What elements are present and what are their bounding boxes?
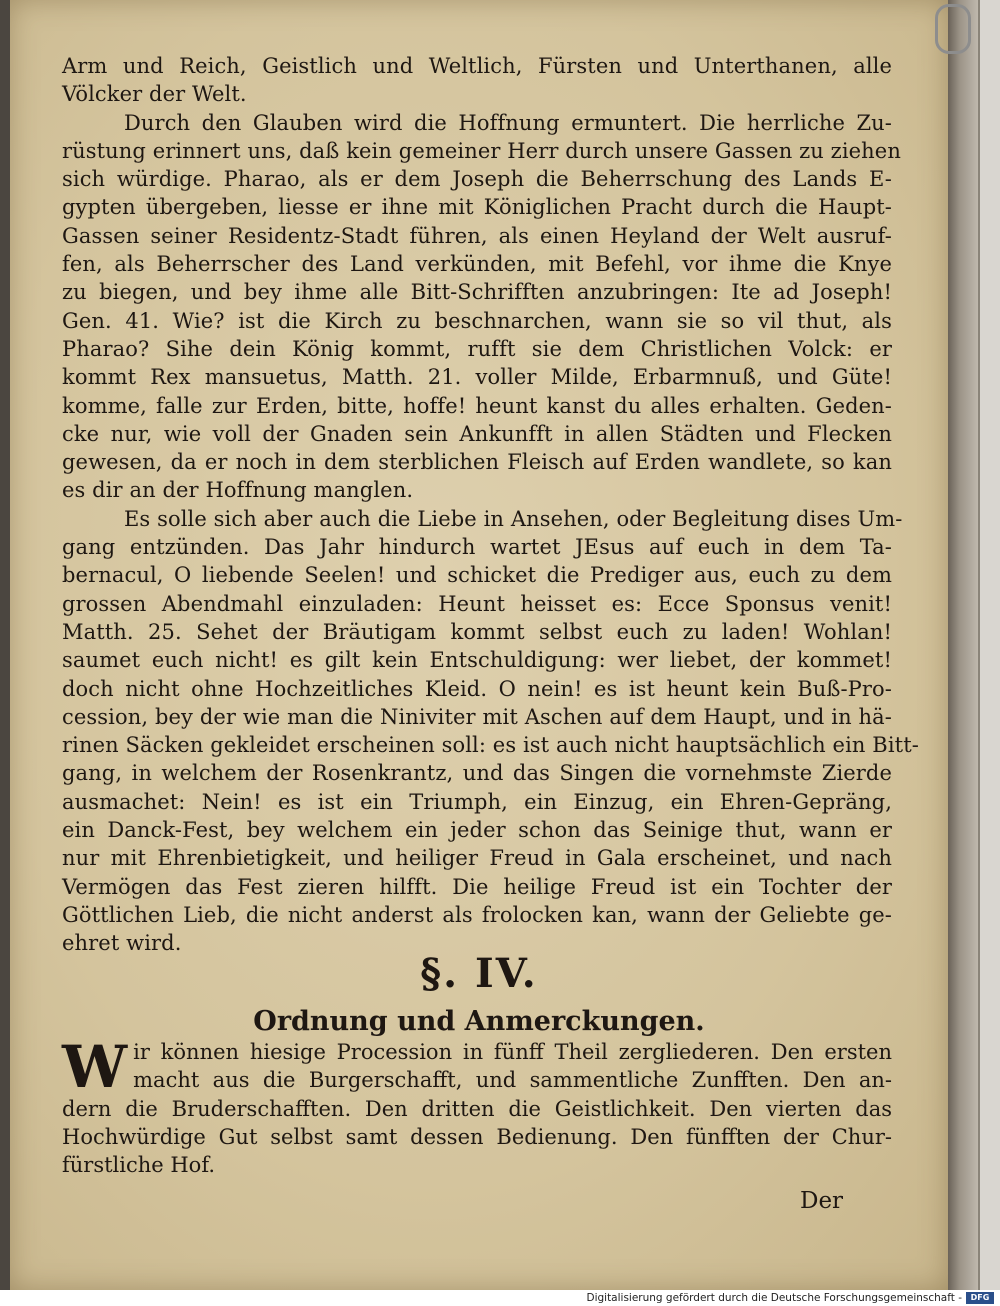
- text-line: Göttlichen Lieb, die nicht anderst als frolocken kan, wann der Geliebte ge-: [62, 902, 892, 927]
- text-line: gewesen, da er noch in dem sterblichen Fleisch auf Erden wandlete, so kan: [62, 450, 892, 475]
- text-line: ehret wird.: [62, 931, 182, 956]
- text-line: gang, in welchem der Rosenkrantz, und das Singen die vornehmste Zierde: [62, 761, 892, 786]
- scanner-border: [978, 0, 1000, 1290]
- text-line: komme, falle zur Erden, bitte, hoffe! heunt kanst du alles erhalten. Geden-: [62, 393, 892, 418]
- text-line: es dir an der Hoffnung manglen.: [62, 478, 414, 503]
- text-line: zu biegen, und bey ihme alle Bitt-Schrifften anzubringen: Ite ad Joseph!: [62, 280, 892, 305]
- text-line: Hochwürdige Gut selbst samt dessen Bedienung. Den fünfften der Chur-: [62, 1124, 892, 1149]
- text-line: gang entzünden. Das Jahr hindurch wartet JEsus auf euch in dem Ta-: [62, 535, 892, 560]
- text-line: Pharao? Sihe dein König kommt, rufft sie dem Christlichen Volck: er: [62, 336, 892, 361]
- text-line: ein Danck-Fest, bey welchem ein jeder schon das Seinige thut, wann er: [62, 818, 892, 843]
- text-line: ausmachet: Nein! es ist ein Triumph, ein Einzug, ein Ehren-Gepräng,: [62, 789, 892, 814]
- book-page: [10, 0, 948, 1290]
- page-edge-shadow: [948, 0, 978, 1290]
- dfg-logo: DFG: [966, 1292, 994, 1304]
- text-line: Völcker der Welt.: [62, 82, 247, 107]
- section-number: §. IV.: [420, 950, 538, 997]
- text-line: sich würdige. Pharao, als er dem Joseph die Beherrschung des Lands E-: [62, 167, 892, 192]
- text-line: rüstung erinnert uns, daß kein gemeiner Herr durch unsere Gassen zu ziehen: [62, 138, 901, 163]
- text-line: kommt Rex mansuetus, Matth. 21. voller Milde, Erbarmnuß, und Güte!: [62, 365, 892, 390]
- text-line: nur mit Ehrenbietigkeit, und heiliger Freud in Gala erscheinet, und nach: [62, 846, 892, 871]
- text-line: saumet euch nicht! es gilt kein Entschuldigung: wer liebet, der kommet!: [62, 648, 892, 673]
- text-line: Gassen seiner Residentz-Stadt führen, als einen Heyland der Welt ausruf-: [62, 223, 892, 248]
- section-text: [62, 1033, 892, 1179]
- text-line: ir können hiesige Procession in fünff Theil zergliederen. Den ersten: [133, 1040, 892, 1064]
- body-text: [62, 52, 919, 958]
- text-line: Durch den Glauben wird die Hoffnung ermuntert. Die herrliche Zu-: [124, 110, 892, 135]
- drop-initial: W: [62, 1033, 128, 1101]
- text-line: rinen Säcken gekleidet erscheinen soll: es ist auch nicht hauptsächlich ein Bitt-: [62, 733, 919, 758]
- text-line: dern die Bruderschafften. Den dritten die Geistlichkeit. Den vierten das: [62, 1096, 892, 1121]
- text-line: gypten übergeben, liesse er ihne mit Königlichen Pracht durch die Haupt-: [62, 195, 892, 220]
- text-line: Gen. 41. Wie? ist die Kirch zu beschnarchen, wann sie so vil thut, als: [62, 308, 892, 333]
- text-line: macht aus die Burgerschafft, und sammentliche Zunfften. Den an-: [133, 1068, 892, 1093]
- catchword: Der: [800, 1188, 844, 1214]
- text-line: doch nicht ohne Hochzeitliches Kleid. O nein! es ist heunt kein Buß-Pro-: [62, 676, 892, 701]
- text-line: Vermögen das Fest zieren hilfft. Die heilige Freud ist ein Tochter der: [62, 874, 892, 899]
- text-line: fürstliche Hof.: [62, 1153, 216, 1178]
- funding-credit: Digitalisierung gefördert durch die Deutsche Forschungsgemeinschaft -: [586, 1292, 962, 1304]
- text-line: cke nur, wie voll der Gnaden sein Ankunfft in allen Städten und Flecken: [62, 421, 892, 446]
- text-line: grossen Abendmahl einzuladen: Heunt heisset es: Ecce Sponsus venit!: [62, 591, 892, 616]
- section-title: Ordnung und Anmerckungen.: [253, 1006, 705, 1037]
- footer-bar: [0, 1290, 1000, 1306]
- clip-icon: [935, 4, 971, 54]
- text-line: Es solle sich aber auch die Liebe in Ansehen, oder Begleitung dises Um-: [124, 506, 903, 531]
- text-line: cession, bey der wie man die Niniviter mit Aschen auf dem Haupt, und in hä-: [62, 704, 892, 729]
- text-line: fen, als Beherrscher des Land verkünden, mit Befehl, vor ihme die Knye: [62, 252, 892, 277]
- text-line: bernacul, O liebende Seelen! und schicket die Prediger aus, euch zu dem: [62, 563, 892, 588]
- text-line: Matth. 25. Sehet der Bräutigam kommt selbst euch zu laden! Wohlan!: [62, 619, 892, 644]
- text-line: Arm und Reich, Geistlich und Weltlich, Fürsten und Unterthanen, alle: [62, 54, 892, 78]
